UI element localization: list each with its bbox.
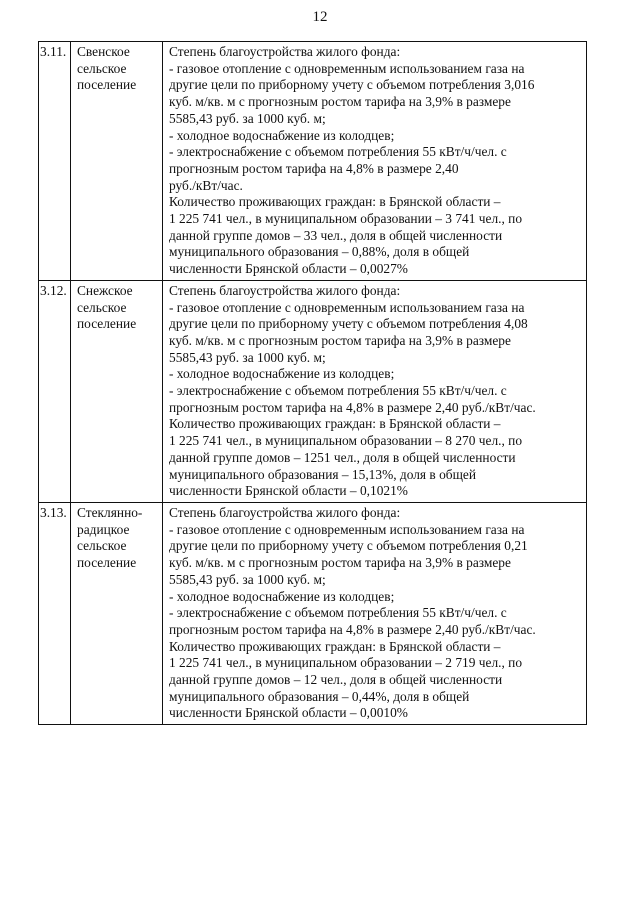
description-line: куб. м/кв. м с прогнозным ростом тарифа на 3,9% в размере: [169, 555, 511, 571]
description-line: 5585,43 руб. за 1000 куб. м;: [169, 110, 326, 126]
description-line: руб./кВт/час.: [169, 177, 243, 193]
settlement-name-line: сельское: [77, 299, 127, 315]
settlement-name: [71, 42, 163, 281]
description-line: 1 225 741 чел., в муниципальном образовании – 8 270 чел., по: [169, 433, 523, 449]
settlement-table: [38, 41, 587, 725]
settlement-name: [71, 502, 163, 724]
page-number: 12: [312, 9, 328, 25]
row-number: 3.13.: [39, 502, 71, 724]
settlement-name-line: Стеклянно-: [77, 504, 143, 520]
description-line: - газовое отопление с одновременным использованием газа на: [169, 299, 525, 315]
description-line: 1 225 741 чел., в муниципальном образовании – 3 741 чел., по: [169, 211, 523, 227]
description-line: Степень благоустройства жилого фонда:: [169, 504, 401, 520]
description-line: - холодное водоснабжение из колодцев;: [169, 127, 395, 143]
table-row: [39, 502, 587, 724]
settlement-name-line: сельское: [77, 60, 127, 76]
description-line: - электроснабжение с объемом потребления 55 кВт/ч/чел. с: [169, 383, 507, 399]
description-line: - электроснабжение с объемом потребления 55 кВт/ч/чел. с: [169, 605, 507, 621]
description-line: Степень благоустройства жилого фонда:: [169, 282, 401, 298]
description-line: 5585,43 руб. за 1000 куб. м;: [169, 349, 326, 365]
settlement-name-line: Снежское: [77, 282, 133, 298]
description-line: - холодное водоснабжение из колодцев;: [169, 366, 395, 382]
description-line: Степень благоустройства жилого фонда:: [169, 44, 401, 59]
settlement-name: [71, 280, 163, 502]
description-line: Количество проживающих граждан: в Брянской области –: [169, 194, 501, 210]
settlement-name-line: сельское: [77, 538, 127, 554]
description-line: данной группе домов – 12 чел., доля в общей численности: [169, 672, 503, 688]
description-line: численности Брянской области – 0,0010%: [169, 705, 408, 721]
settlement-name-line: поселение: [77, 555, 137, 571]
table-row: [39, 280, 587, 502]
description-line: куб. м/кв. м с прогнозным ростом тарифа на 3,9% в размере: [169, 332, 511, 348]
settlement-name-line: поселение: [77, 77, 137, 93]
description-line: куб. м/кв. м с прогнозным ростом тарифа на 3,9% в размере: [169, 94, 511, 110]
settlement-name-line: Свенское: [77, 44, 130, 59]
settlement-name-line: поселение: [77, 316, 137, 332]
table-row: [39, 42, 587, 281]
description-line: 1 225 741 чел., в муниципальном образовании – 2 719 чел., по: [169, 655, 523, 671]
description-line: прогнозным ростом тарифа на 4,8% в размере 2,40: [169, 160, 459, 176]
description-line: другие цели по приборному учету с объемом потребления 3,016: [169, 77, 535, 93]
description-line: - электроснабжение с объемом потребления 55 кВт/ч/чел. с: [169, 144, 507, 160]
description-line: - холодное водоснабжение из колодцев;: [169, 588, 395, 604]
description-line: данной группе домов – 1251 чел., доля в общей численности: [169, 449, 516, 465]
description-line: другие цели по приборному учету с объемом потребления 0,21: [169, 538, 528, 554]
description-line: прогнозным ростом тарифа на 4,8% в размере 2,40 руб./кВт/час.: [169, 621, 536, 637]
housing-description: [163, 280, 587, 502]
description-line: данной группе домов – 33 чел., доля в общей численности: [169, 227, 503, 243]
description-line: муниципального образования – 15,13%, доля в общей: [169, 466, 477, 482]
row-number: 3.12.: [39, 280, 71, 502]
housing-description: [163, 502, 587, 724]
description-line: численности Брянской области – 0,0027%: [169, 261, 408, 277]
description-line: муниципального образования – 0,44%, доля в общей: [169, 688, 470, 704]
description-line: прогнозным ростом тарифа на 4,8% в размере 2,40 руб./кВт/час.: [169, 399, 536, 415]
housing-description: [163, 42, 587, 281]
description-line: 5585,43 руб. за 1000 куб. м;: [169, 571, 326, 587]
description-line: другие цели по приборному учету с объемом потребления 4,08: [169, 316, 528, 332]
description-line: - газовое отопление с одновременным использованием газа на: [169, 521, 525, 537]
description-line: муниципального образования – 0,88%, доля в общей: [169, 244, 470, 260]
description-line: Количество проживающих граждан: в Брянской области –: [169, 638, 501, 654]
description-line: Количество проживающих граждан: в Брянской области –: [169, 416, 501, 432]
settlement-name-line: радицкое: [77, 521, 130, 537]
row-number: 3.11.: [39, 42, 71, 281]
description-line: - газовое отопление с одновременным использованием газа на: [169, 60, 525, 76]
description-line: численности Брянской области – 0,1021%: [169, 483, 408, 499]
